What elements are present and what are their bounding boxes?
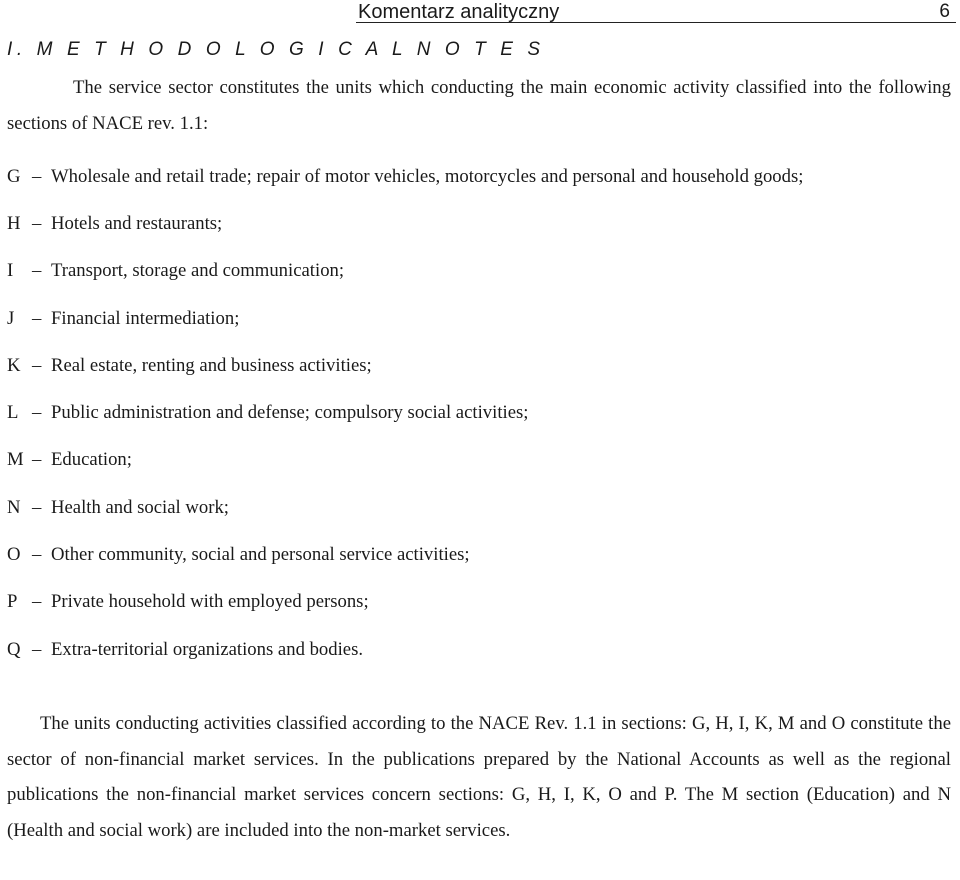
closing-paragraph: The units conducting activities classified according to the NACE Rev. 1.1 in sections: G, H, I, K, M and O constitute the sector of non-financial market services. In the publications prepared by the National Accounts as well as the regional publications the non-financial market services concern sections: G, H, I, K, O and P. The M section (Education) and N (Health and social work) are included into the non-market services. bbox=[7, 713, 951, 841]
list-item bbox=[7, 153, 803, 200]
section-label: Education; bbox=[51, 449, 132, 471]
section-code: I bbox=[7, 260, 14, 282]
section-code: L bbox=[7, 402, 19, 424]
section-label: Other community, social and personal service activities; bbox=[51, 544, 470, 566]
list-item bbox=[7, 484, 803, 531]
section-code: G bbox=[7, 165, 21, 187]
section-label: Health and social work; bbox=[51, 496, 229, 518]
dash-separator: – bbox=[32, 307, 42, 329]
section-code: K bbox=[7, 354, 21, 376]
list-item bbox=[7, 200, 803, 247]
page-number: 6 bbox=[939, 1, 950, 22]
section-label: Real estate, renting and business activities; bbox=[51, 354, 372, 376]
section-label: Public administration and defense; compulsory social activities; bbox=[51, 402, 529, 424]
dash-separator: – bbox=[32, 165, 42, 187]
list-item bbox=[7, 579, 803, 626]
section-label: Hotels and restaurants; bbox=[51, 212, 223, 234]
dash-separator: – bbox=[32, 354, 42, 376]
dash-separator: – bbox=[32, 544, 42, 566]
section-code: N bbox=[7, 496, 21, 518]
dash-separator: – bbox=[32, 496, 42, 518]
list-item bbox=[7, 295, 803, 342]
section-code: J bbox=[7, 307, 15, 329]
dash-separator: – bbox=[32, 591, 42, 613]
list-item bbox=[7, 437, 803, 484]
nace-section-list bbox=[7, 153, 803, 673]
header-title: Komentarz analityczny bbox=[358, 1, 560, 23]
section-code: M bbox=[7, 449, 24, 471]
section-label: Financial intermediation; bbox=[51, 307, 240, 329]
dash-separator: – bbox=[32, 402, 42, 424]
list-item bbox=[7, 531, 803, 578]
dash-separator: – bbox=[32, 449, 42, 471]
section-code: Q bbox=[7, 638, 21, 660]
section-title: I. M E T H O D O L O G I C A L N O T E S bbox=[7, 39, 545, 60]
section-label: Private household with employed persons; bbox=[51, 591, 369, 613]
section-code: P bbox=[7, 591, 18, 613]
section-label: Transport, storage and communication; bbox=[51, 260, 345, 282]
list-item bbox=[7, 342, 803, 389]
page-header bbox=[356, 0, 956, 23]
section-label: Extra-territorial organizations and bodies. bbox=[51, 638, 364, 660]
section-label: Wholesale and retail trade; repair of motor vehicles, motorcycles and personal and household goods; bbox=[51, 165, 804, 187]
section-code: O bbox=[7, 544, 21, 566]
intro-paragraph: The service sector constitutes the units which conducting the main economic activity classified into the following sections of NACE rev. 1.1: bbox=[7, 77, 951, 134]
dash-separator: – bbox=[32, 212, 42, 234]
list-item bbox=[7, 626, 803, 673]
dash-separator: – bbox=[32, 260, 42, 282]
section-code: H bbox=[7, 212, 21, 234]
list-item bbox=[7, 248, 803, 295]
dash-separator: – bbox=[32, 638, 42, 660]
list-item bbox=[7, 389, 803, 436]
